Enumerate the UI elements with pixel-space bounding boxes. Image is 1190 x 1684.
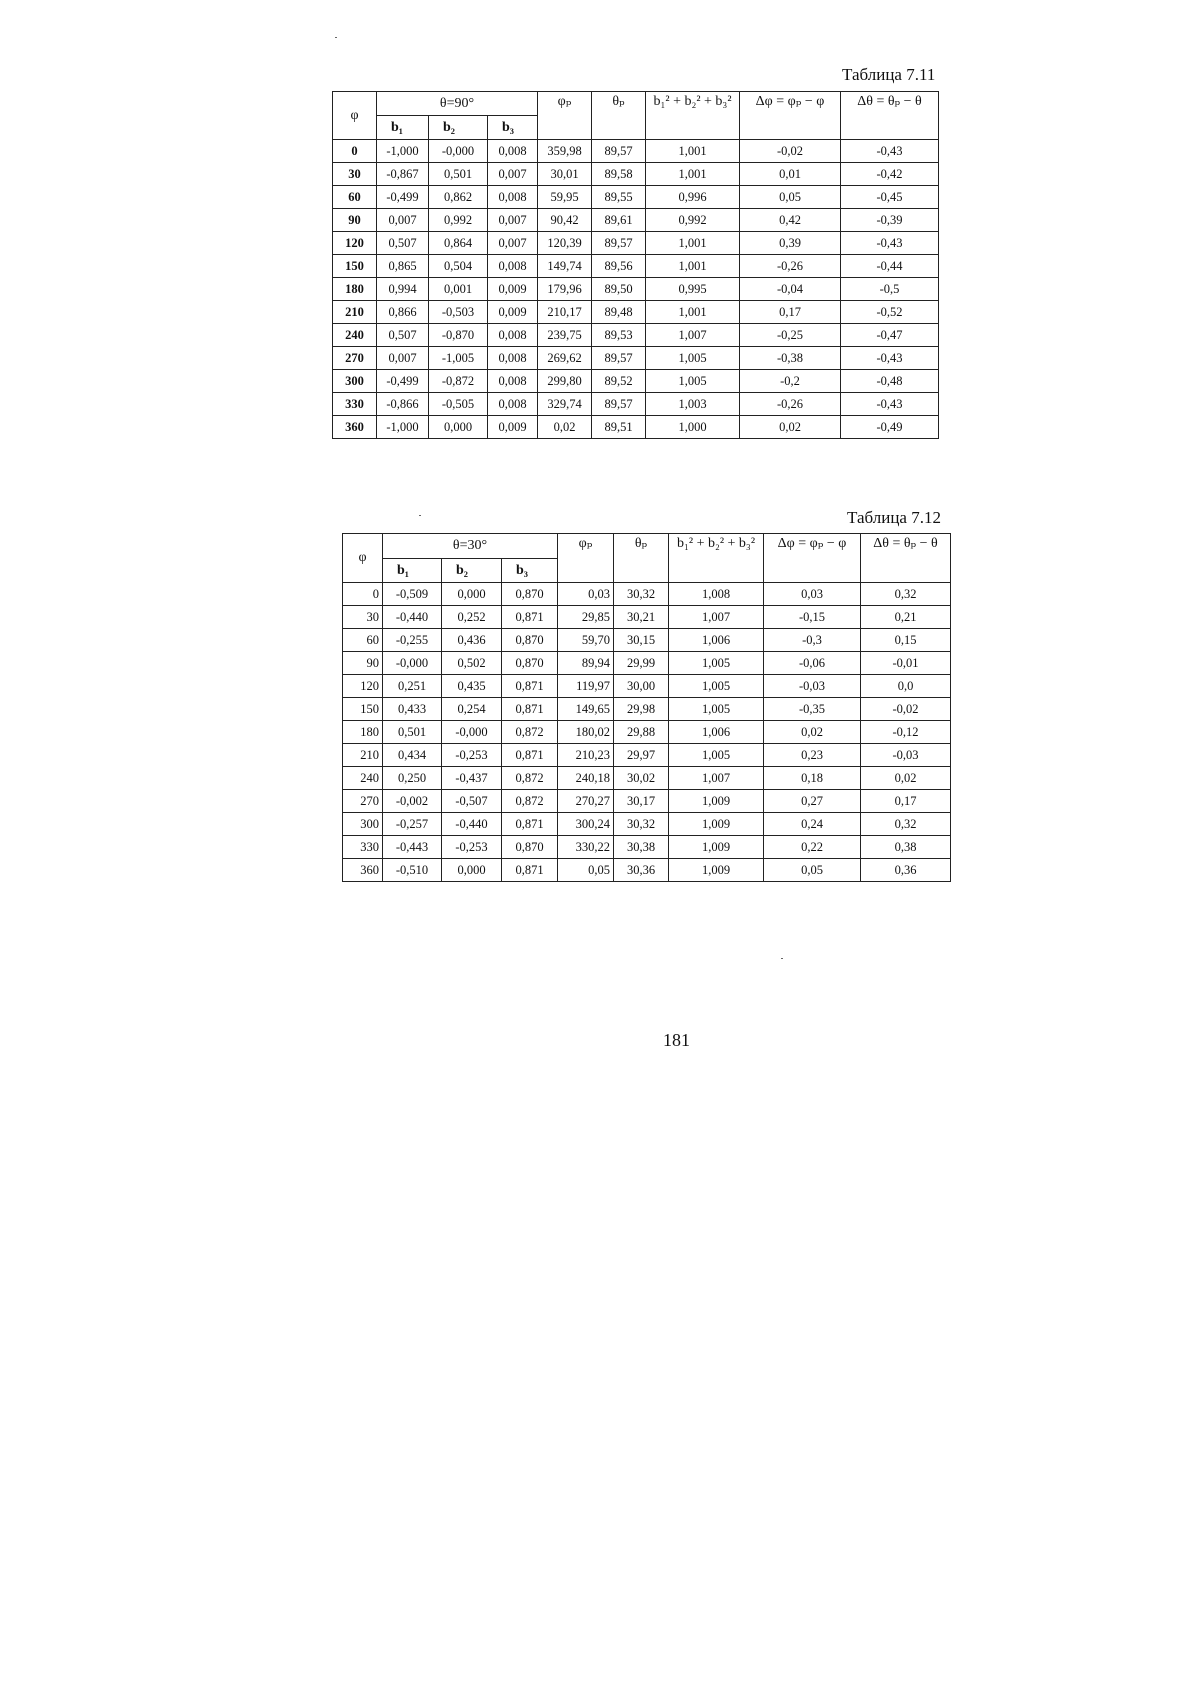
cell-delta-phi: 0,05 — [764, 859, 861, 882]
cell-theta-p: 89,57 — [592, 393, 646, 416]
cell-b3: 0,009 — [488, 301, 538, 324]
cell-b3: 0,871 — [502, 675, 558, 698]
cell-sum-squares: 1,000 — [646, 416, 740, 439]
cell-theta-p: 89,55 — [592, 186, 646, 209]
cell-phi-p: 359,98 — [538, 140, 592, 163]
cell-phi: 300 — [343, 813, 383, 836]
col-b1-header: b₁ — [383, 559, 442, 583]
cell-b2: -0,253 — [442, 836, 502, 859]
cell-b3: 0,871 — [502, 606, 558, 629]
cell-sum-squares: 1,001 — [646, 140, 740, 163]
table-row — [343, 652, 951, 675]
cell-sum-squares: 1,007 — [646, 324, 740, 347]
cell-b3: 0,872 — [502, 790, 558, 813]
cell-delta-phi: 0,05 — [740, 186, 841, 209]
table-row — [333, 324, 939, 347]
cell-theta-p: 89,57 — [592, 140, 646, 163]
cell-b2: 0,001 — [429, 278, 488, 301]
col-delta-theta-header: Δθ = θₚ − θ — [861, 534, 951, 583]
col-b3-header: b₃ — [488, 116, 538, 140]
cell-phi: 120 — [343, 675, 383, 698]
cell-b2: -0,440 — [442, 813, 502, 836]
cell-delta-phi: -0,03 — [764, 675, 861, 698]
cell-b2: -1,005 — [429, 347, 488, 370]
cell-delta-phi: -0,06 — [764, 652, 861, 675]
cell-phi-p: 300,24 — [558, 813, 614, 836]
cell-delta-theta: 0,38 — [861, 836, 951, 859]
cell-delta-phi: 0,18 — [764, 767, 861, 790]
scan-speck — [335, 37, 337, 38]
cell-phi: 330 — [333, 393, 377, 416]
cell-phi-p: 59,95 — [538, 186, 592, 209]
cell-phi-p: 330,22 — [558, 836, 614, 859]
cell-b1: 0,507 — [377, 232, 429, 255]
cell-phi-p: 179,96 — [538, 278, 592, 301]
table-row — [343, 813, 951, 836]
table-row — [333, 301, 939, 324]
cell-theta-p: 89,58 — [592, 163, 646, 186]
cell-b1: -0,440 — [383, 606, 442, 629]
cell-delta-theta: -0,02 — [861, 698, 951, 721]
col-b2-header: b₂ — [442, 559, 502, 583]
table-7-12-caption: Таблица 7.12 — [847, 508, 941, 527]
cell-b1: -0,867 — [377, 163, 429, 186]
cell-theta-p: 89,57 — [592, 232, 646, 255]
cell-delta-theta: -0,48 — [841, 370, 939, 393]
cell-b1: -0,509 — [383, 583, 442, 606]
cell-delta-theta: -0,52 — [841, 301, 939, 324]
cell-sum-squares: 1,008 — [669, 583, 764, 606]
cell-b3: 0,872 — [502, 721, 558, 744]
col-theta-p-header: θₚ — [614, 534, 669, 583]
cell-phi-p: 149,65 — [558, 698, 614, 721]
cell-b2: 0,502 — [442, 652, 502, 675]
cell-b1: 0,434 — [383, 744, 442, 767]
table-row — [333, 347, 939, 370]
cell-phi: 180 — [333, 278, 377, 301]
cell-theta-p: 30,32 — [614, 583, 669, 606]
cell-sum-squares: 1,009 — [669, 836, 764, 859]
cell-sum-squares: 0,992 — [646, 209, 740, 232]
table-row — [343, 583, 951, 606]
cell-theta-p: 89,52 — [592, 370, 646, 393]
table-row — [343, 859, 951, 882]
cell-delta-theta: -0,5 — [841, 278, 939, 301]
col-theta-group-header: θ=90° — [377, 92, 538, 116]
cell-b3: 0,870 — [502, 836, 558, 859]
cell-delta-phi: -0,25 — [740, 324, 841, 347]
cell-sum-squares: 1,005 — [669, 744, 764, 767]
cell-delta-phi: -0,3 — [764, 629, 861, 652]
cell-delta-phi: 0,39 — [740, 232, 841, 255]
cell-b3: 0,008 — [488, 140, 538, 163]
cell-b2: 0,436 — [442, 629, 502, 652]
cell-phi: 0 — [333, 140, 377, 163]
cell-theta-p: 30,21 — [614, 606, 669, 629]
table-row — [333, 232, 939, 255]
cell-delta-phi: -0,26 — [740, 393, 841, 416]
cell-delta-theta: -0,43 — [841, 140, 939, 163]
cell-sum-squares: 1,001 — [646, 301, 740, 324]
cell-b3: 0,008 — [488, 347, 538, 370]
cell-phi: 150 — [333, 255, 377, 278]
table-row — [343, 767, 951, 790]
cell-phi-p: 0,05 — [558, 859, 614, 882]
cell-phi-p: 240,18 — [558, 767, 614, 790]
cell-delta-theta: 0,36 — [861, 859, 951, 882]
cell-theta-p: 30,38 — [614, 836, 669, 859]
table-row — [333, 186, 939, 209]
cell-b1: -1,000 — [377, 140, 429, 163]
cell-b2: 0,501 — [429, 163, 488, 186]
table-row — [333, 416, 939, 439]
cell-b1: 0,433 — [383, 698, 442, 721]
cell-b3: 0,871 — [502, 859, 558, 882]
cell-b2: 0,000 — [442, 583, 502, 606]
cell-b1: -0,866 — [377, 393, 429, 416]
col-phi-header: φ — [343, 534, 383, 583]
cell-delta-theta: -0,12 — [861, 721, 951, 744]
table-row — [333, 140, 939, 163]
cell-delta-theta: 0,32 — [861, 583, 951, 606]
cell-sum-squares: 0,995 — [646, 278, 740, 301]
table-row — [333, 163, 939, 186]
cell-delta-phi: -0,35 — [764, 698, 861, 721]
col-phi-header: φ — [333, 92, 377, 140]
cell-sum-squares: 1,009 — [669, 813, 764, 836]
cell-phi-p: 210,23 — [558, 744, 614, 767]
table-row — [333, 278, 939, 301]
cell-b2: 0,864 — [429, 232, 488, 255]
cell-delta-theta: -0,42 — [841, 163, 939, 186]
cell-b3: 0,871 — [502, 744, 558, 767]
cell-delta-phi: -0,04 — [740, 278, 841, 301]
table-row — [343, 698, 951, 721]
cell-delta-theta: -0,03 — [861, 744, 951, 767]
cell-phi: 30 — [343, 606, 383, 629]
table-row — [343, 675, 951, 698]
cell-phi: 30 — [333, 163, 377, 186]
cell-phi-p: 329,74 — [538, 393, 592, 416]
table-row — [343, 629, 951, 652]
cell-theta-p: 89,50 — [592, 278, 646, 301]
cell-delta-theta: -0,01 — [861, 652, 951, 675]
cell-delta-theta: 0,0 — [861, 675, 951, 698]
cell-b1: 0,007 — [377, 209, 429, 232]
cell-b1: -0,000 — [383, 652, 442, 675]
cell-phi-p: 149,74 — [538, 255, 592, 278]
cell-phi: 300 — [333, 370, 377, 393]
cell-b2: -0,507 — [442, 790, 502, 813]
page-number: 181 — [663, 1030, 690, 1050]
cell-b1: 0,250 — [383, 767, 442, 790]
cell-delta-phi: 0,17 — [740, 301, 841, 324]
cell-delta-theta: 0,32 — [861, 813, 951, 836]
table-row — [333, 255, 939, 278]
cell-b2: 0,000 — [429, 416, 488, 439]
cell-b2: 0,435 — [442, 675, 502, 698]
col-theta-p-header: θₚ — [592, 92, 646, 140]
cell-delta-phi: 0,22 — [764, 836, 861, 859]
cell-delta-phi: 0,01 — [740, 163, 841, 186]
cell-sum-squares: 0,996 — [646, 186, 740, 209]
cell-b2: 0,252 — [442, 606, 502, 629]
cell-phi-p: 269,62 — [538, 347, 592, 370]
cell-delta-phi: -0,02 — [740, 140, 841, 163]
cell-theta-p: 30,17 — [614, 790, 669, 813]
cell-phi-p: 0,03 — [558, 583, 614, 606]
cell-b3: 0,870 — [502, 629, 558, 652]
cell-sum-squares: 1,005 — [669, 652, 764, 675]
cell-phi: 360 — [343, 859, 383, 882]
cell-theta-p: 89,57 — [592, 347, 646, 370]
cell-b1: 0,865 — [377, 255, 429, 278]
cell-b3: 0,871 — [502, 813, 558, 836]
cell-delta-phi: -0,2 — [740, 370, 841, 393]
cell-b2: -0,505 — [429, 393, 488, 416]
cell-theta-p: 29,97 — [614, 744, 669, 767]
cell-delta-phi: -0,38 — [740, 347, 841, 370]
table-row — [333, 209, 939, 232]
col-theta-group-header: θ=30° — [383, 534, 558, 559]
col-b2-header: b₂ — [429, 116, 488, 140]
cell-delta-theta: -0,47 — [841, 324, 939, 347]
cell-sum-squares: 1,001 — [646, 163, 740, 186]
cell-b3: 0,872 — [502, 767, 558, 790]
cell-b1: 0,251 — [383, 675, 442, 698]
cell-phi-p: 59,70 — [558, 629, 614, 652]
table-row — [343, 836, 951, 859]
col-sum-squares-header: b₁² + b₂² + b₃² — [669, 534, 764, 583]
cell-b1: 0,507 — [377, 324, 429, 347]
cell-sum-squares: 1,005 — [646, 370, 740, 393]
col-delta-phi-header: Δφ = φₚ − φ — [740, 92, 841, 140]
col-delta-phi-header: Δφ = φₚ − φ — [764, 534, 861, 583]
cell-theta-p: 29,99 — [614, 652, 669, 675]
cell-phi: 270 — [333, 347, 377, 370]
cell-theta-p: 89,53 — [592, 324, 646, 347]
cell-theta-p: 89,48 — [592, 301, 646, 324]
cell-delta-phi: 0,02 — [740, 416, 841, 439]
cell-phi: 150 — [343, 698, 383, 721]
cell-b3: 0,008 — [488, 393, 538, 416]
cell-phi: 180 — [343, 721, 383, 744]
cell-delta-phi: 0,02 — [764, 721, 861, 744]
cell-delta-theta: -0,43 — [841, 347, 939, 370]
cell-b3: 0,008 — [488, 255, 538, 278]
cell-b1: 0,501 — [383, 721, 442, 744]
cell-b1: -0,443 — [383, 836, 442, 859]
cell-delta-theta: -0,49 — [841, 416, 939, 439]
cell-b2: -0,437 — [442, 767, 502, 790]
cell-delta-theta: 0,17 — [861, 790, 951, 813]
cell-sum-squares: 1,007 — [669, 767, 764, 790]
cell-delta-phi: 0,24 — [764, 813, 861, 836]
cell-b3: 0,009 — [488, 278, 538, 301]
cell-b3: 0,870 — [502, 583, 558, 606]
cell-b3: 0,007 — [488, 209, 538, 232]
cell-theta-p: 89,56 — [592, 255, 646, 278]
cell-theta-p: 30,36 — [614, 859, 669, 882]
cell-theta-p: 30,15 — [614, 629, 669, 652]
cell-phi-p: 299,80 — [538, 370, 592, 393]
cell-b3: 0,008 — [488, 370, 538, 393]
cell-sum-squares: 1,005 — [646, 347, 740, 370]
cell-phi-p: 89,94 — [558, 652, 614, 675]
cell-b3: 0,007 — [488, 163, 538, 186]
cell-b2: 0,504 — [429, 255, 488, 278]
cell-phi: 240 — [333, 324, 377, 347]
cell-b1: -0,510 — [383, 859, 442, 882]
cell-delta-phi: 0,42 — [740, 209, 841, 232]
cell-b1: 0,994 — [377, 278, 429, 301]
cell-sum-squares: 1,003 — [646, 393, 740, 416]
cell-theta-p: 30,00 — [614, 675, 669, 698]
cell-phi: 270 — [343, 790, 383, 813]
cell-sum-squares: 1,006 — [669, 629, 764, 652]
cell-theta-p: 29,88 — [614, 721, 669, 744]
cell-phi-p: 30,01 — [538, 163, 592, 186]
cell-sum-squares: 1,005 — [669, 675, 764, 698]
cell-b2: -0,000 — [429, 140, 488, 163]
col-b3-header: b₃ — [502, 559, 558, 583]
cell-b1: -0,255 — [383, 629, 442, 652]
table-7-12-body — [343, 583, 951, 882]
cell-b1: -0,002 — [383, 790, 442, 813]
cell-phi: 120 — [333, 232, 377, 255]
cell-phi: 0 — [343, 583, 383, 606]
cell-b2: -0,253 — [442, 744, 502, 767]
table-row — [333, 370, 939, 393]
cell-phi-p: 120,39 — [538, 232, 592, 255]
cell-delta-theta: -0,44 — [841, 255, 939, 278]
col-delta-theta-header: Δθ = θₚ − θ — [841, 92, 939, 140]
cell-b1: 0,007 — [377, 347, 429, 370]
cell-sum-squares: 1,009 — [669, 859, 764, 882]
cell-theta-p: 30,02 — [614, 767, 669, 790]
cell-delta-phi: -0,26 — [740, 255, 841, 278]
cell-phi-p: 90,42 — [538, 209, 592, 232]
cell-sum-squares: 1,007 — [669, 606, 764, 629]
table-row — [343, 790, 951, 813]
cell-delta-theta: -0,45 — [841, 186, 939, 209]
table-7-12 — [342, 533, 951, 882]
cell-b2: -0,503 — [429, 301, 488, 324]
cell-phi-p: 0,02 — [538, 416, 592, 439]
cell-phi-p: 119,97 — [558, 675, 614, 698]
table-row — [343, 744, 951, 767]
cell-b1: -0,257 — [383, 813, 442, 836]
cell-phi: 60 — [333, 186, 377, 209]
cell-sum-squares: 1,009 — [669, 790, 764, 813]
cell-phi-p: 180,02 — [558, 721, 614, 744]
cell-delta-phi: -0,15 — [764, 606, 861, 629]
cell-b3: 0,009 — [488, 416, 538, 439]
cell-b3: 0,008 — [488, 186, 538, 209]
cell-delta-theta: 0,21 — [861, 606, 951, 629]
scan-speck — [419, 515, 421, 516]
cell-phi: 210 — [343, 744, 383, 767]
cell-delta-phi: 0,03 — [764, 583, 861, 606]
cell-delta-theta: 0,15 — [861, 629, 951, 652]
cell-delta-phi: 0,23 — [764, 744, 861, 767]
cell-b2: 0,254 — [442, 698, 502, 721]
cell-theta-p: 29,98 — [614, 698, 669, 721]
cell-phi: 90 — [343, 652, 383, 675]
cell-phi: 240 — [343, 767, 383, 790]
table-7-11-body — [333, 140, 939, 439]
cell-b3: 0,870 — [502, 652, 558, 675]
table-7-11-caption: Таблица 7.11 — [842, 65, 936, 84]
cell-phi: 60 — [343, 629, 383, 652]
cell-phi-p: 29,85 — [558, 606, 614, 629]
cell-phi-p: 239,75 — [538, 324, 592, 347]
cell-sum-squares: 1,001 — [646, 232, 740, 255]
cell-b2: 0,862 — [429, 186, 488, 209]
cell-delta-phi: 0,27 — [764, 790, 861, 813]
cell-sum-squares: 1,001 — [646, 255, 740, 278]
cell-b3: 0,008 — [488, 324, 538, 347]
cell-phi: 210 — [333, 301, 377, 324]
cell-phi: 330 — [343, 836, 383, 859]
cell-phi: 90 — [333, 209, 377, 232]
col-sum-squares-header: b₁² + b₂² + b₃² — [646, 92, 740, 140]
cell-theta-p: 89,61 — [592, 209, 646, 232]
cell-delta-theta: -0,43 — [841, 232, 939, 255]
cell-b2: -0,870 — [429, 324, 488, 347]
cell-b2: 0,000 — [442, 859, 502, 882]
cell-b2: -0,000 — [442, 721, 502, 744]
table-row — [343, 606, 951, 629]
cell-b2: -0,872 — [429, 370, 488, 393]
table-7-11 — [332, 91, 939, 439]
cell-b1: -0,499 — [377, 370, 429, 393]
cell-theta-p: 89,51 — [592, 416, 646, 439]
cell-delta-theta: 0,02 — [861, 767, 951, 790]
col-b1-header: b₁ — [377, 116, 429, 140]
cell-b1: -0,499 — [377, 186, 429, 209]
cell-b2: 0,992 — [429, 209, 488, 232]
cell-phi-p: 210,17 — [538, 301, 592, 324]
cell-delta-theta: -0,43 — [841, 393, 939, 416]
table-row — [343, 721, 951, 744]
col-phi-p-header: φₚ — [538, 92, 592, 140]
cell-theta-p: 30,32 — [614, 813, 669, 836]
col-phi-p-header: φₚ — [558, 534, 614, 583]
cell-phi-p: 270,27 — [558, 790, 614, 813]
cell-b1: 0,866 — [377, 301, 429, 324]
cell-b1: -1,000 — [377, 416, 429, 439]
cell-delta-theta: -0,39 — [841, 209, 939, 232]
cell-sum-squares: 1,005 — [669, 698, 764, 721]
cell-b3: 0,007 — [488, 232, 538, 255]
cell-sum-squares: 1,006 — [669, 721, 764, 744]
cell-phi: 360 — [333, 416, 377, 439]
scan-speck — [781, 958, 783, 959]
table-row — [333, 393, 939, 416]
cell-b3: 0,871 — [502, 698, 558, 721]
